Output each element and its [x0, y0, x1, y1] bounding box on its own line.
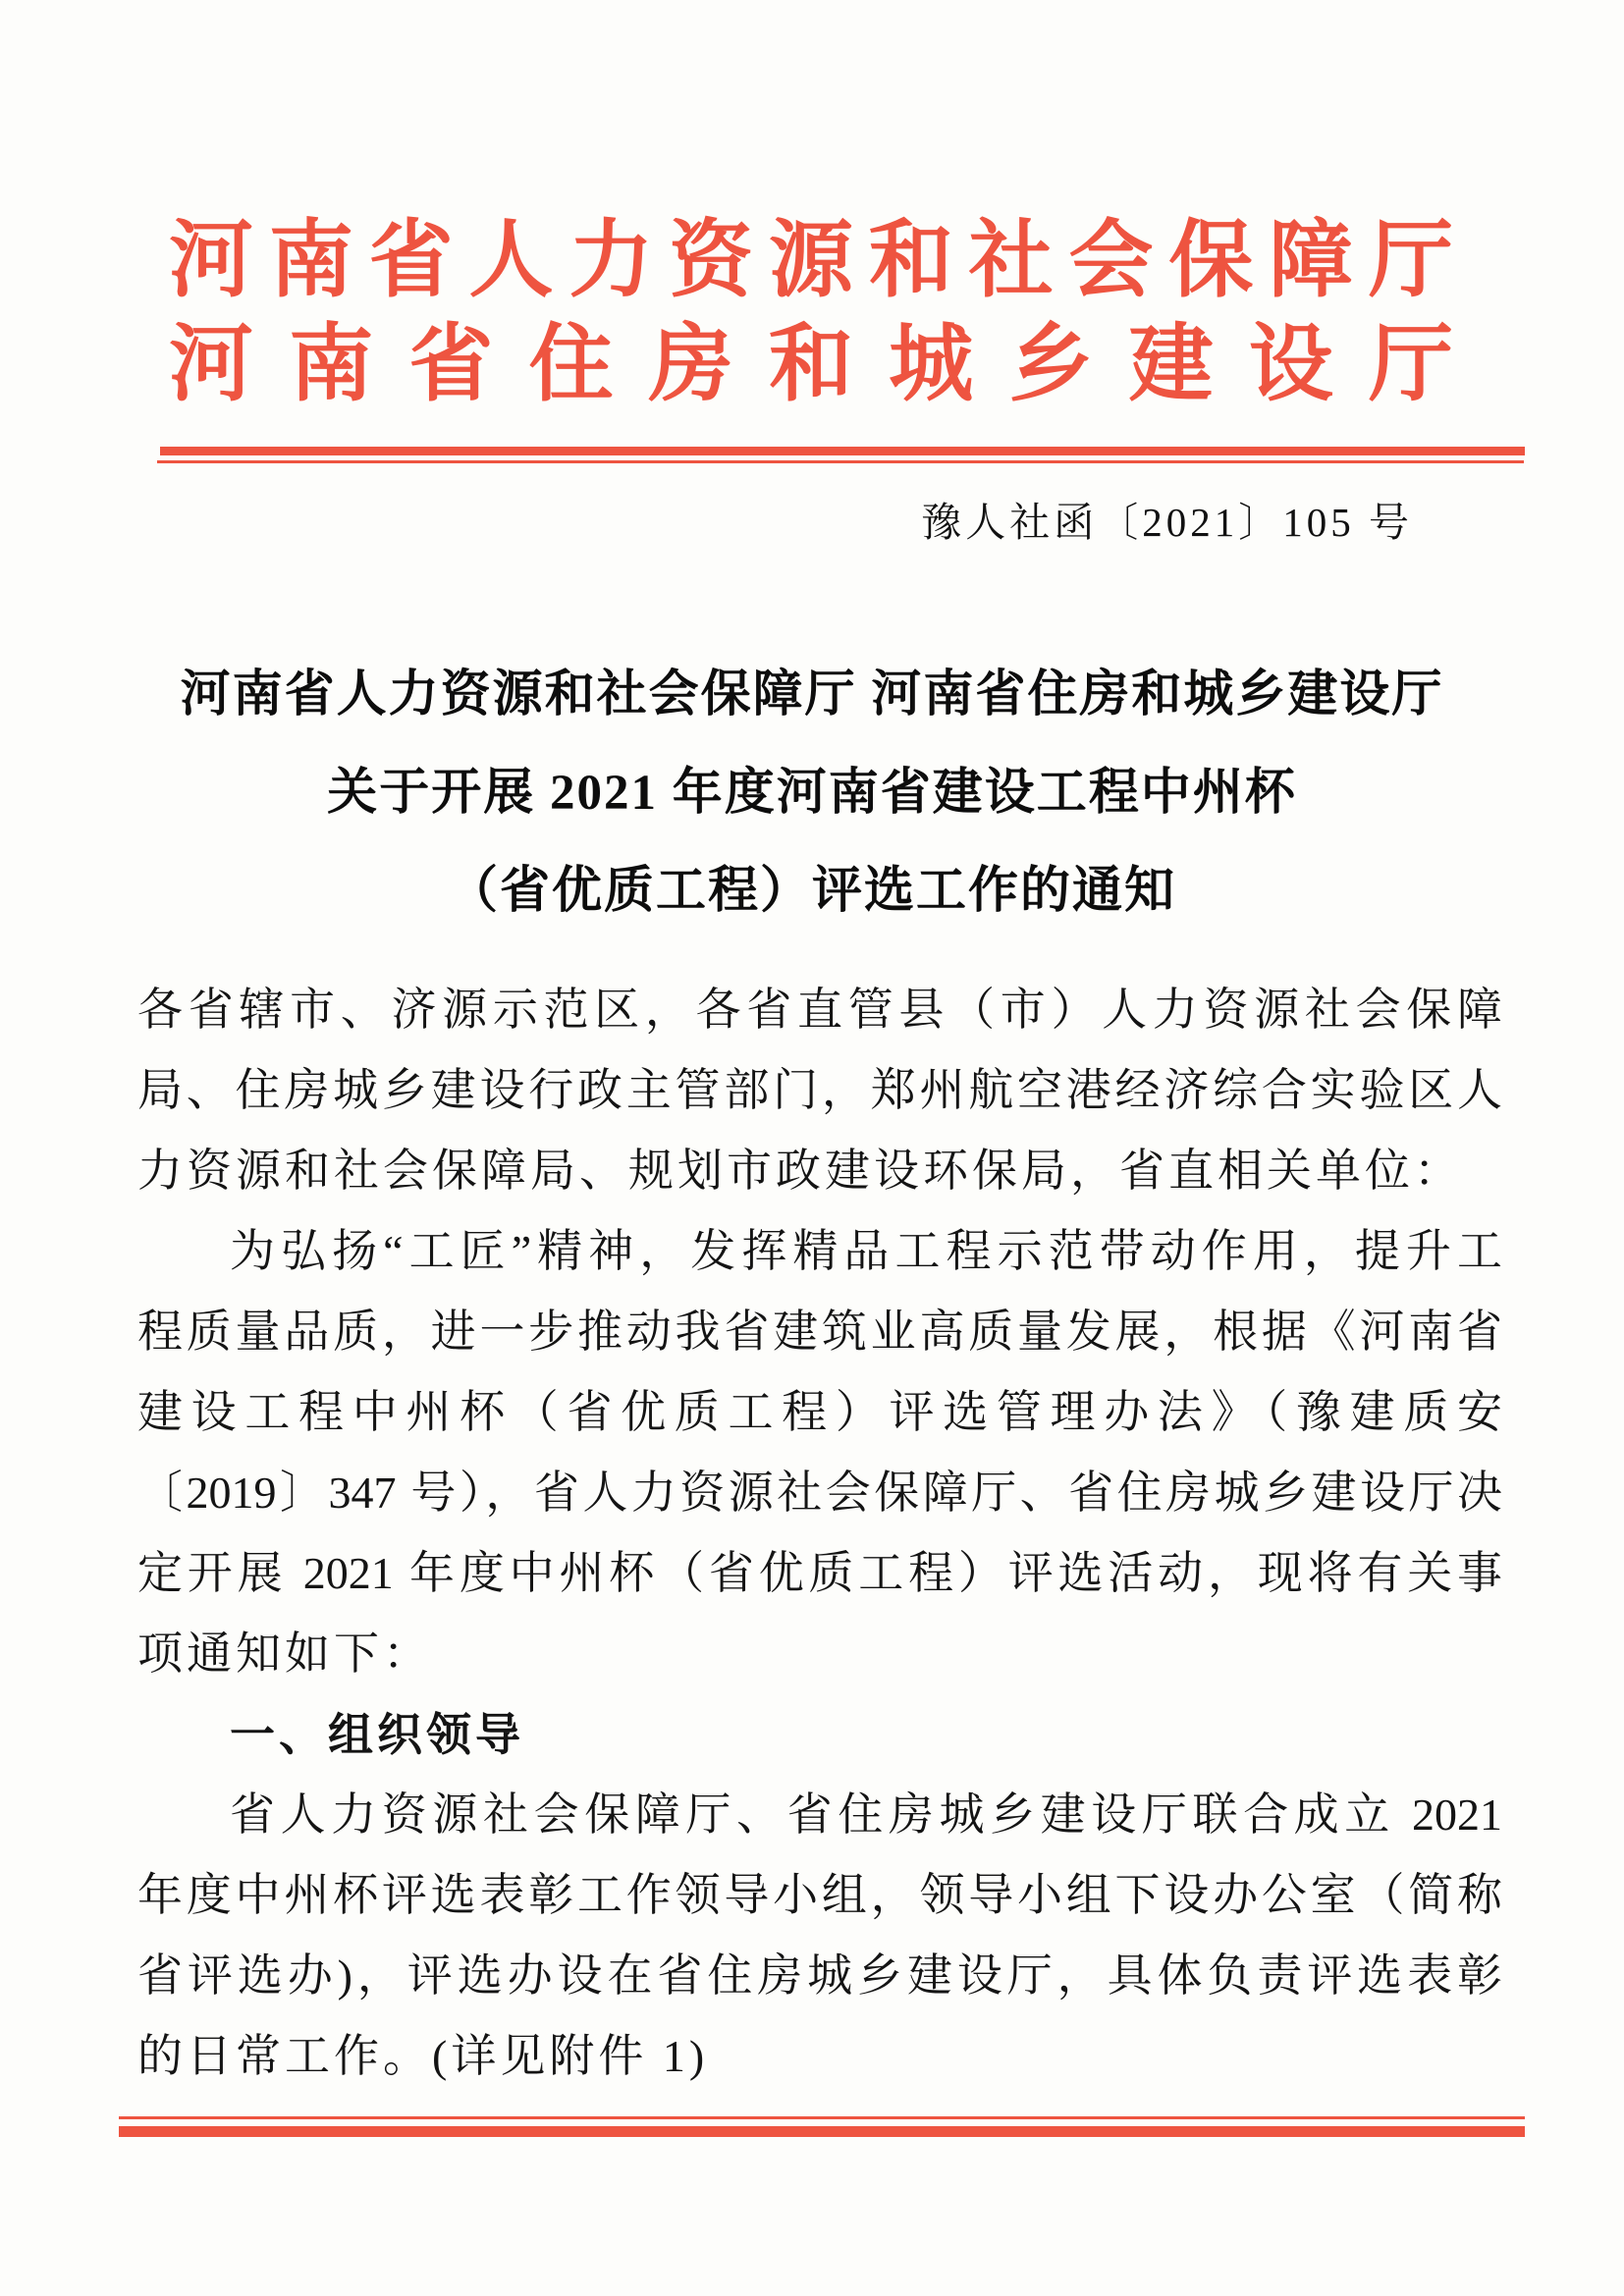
- body-line: 省评选办)，评选办设在省住房城乡建设厅，具体负责评选表彰: [137, 1950, 1502, 2001]
- section-heading-organization: 一、组织领导: [230, 1709, 524, 1760]
- title-line-1: 河南省人力资源和社会保障厅 河南省住房和城乡建设厅: [180, 667, 1444, 722]
- body-line: 年度中州杯评选表彰工作领导小组，领导小组下设办公室（简称: [137, 1870, 1502, 1920]
- letterhead: [169, 208, 1455, 416]
- notice-title: [130, 646, 1494, 940]
- letterhead-org-name-1: 河南省人力资源和社会保障厅: [169, 213, 1455, 307]
- body-line: 建设工程中州杯（省优质工程）评选管理办法》（豫建质安: [137, 1387, 1502, 1437]
- header-divider-thick: [160, 447, 1525, 455]
- body-line: 各省辖市、济源示范区，各省直管县（市）人力资源社会保障: [137, 985, 1502, 1035]
- title-line-2: 关于开展 2021 年度河南省建设工程中州杯: [327, 766, 1297, 821]
- body-line: 为弘扬“工匠”精神，发挥精品工程示范带动作用，提升工: [230, 1226, 1502, 1276]
- footer-divider-thick: [119, 2126, 1525, 2137]
- body-line: 的日常工作。(详见附件 1): [137, 2031, 709, 2081]
- letterhead-org-name-2: 河南省住房和城乡建设厅: [169, 317, 1455, 411]
- footer-divider-thin: [119, 2116, 1525, 2119]
- doc-number: 豫人社函〔2021〕105 号: [921, 500, 1413, 545]
- body-line: 定开展 2021 年度中州杯（省优质工程）评选活动，现将有关事: [137, 1548, 1502, 1598]
- body-line: 程质量品质，进一步推动我省建筑业高质量发展，根据《河南省: [137, 1307, 1502, 1357]
- notice-body: [137, 970, 1502, 2097]
- body-line: 力资源和社会保障局、规划市政建设环保局，省直相关单位：: [137, 1146, 1463, 1196]
- body-line: 项通知如下：: [137, 1629, 432, 1679]
- title-line-3: （省优质工程）评选工作的通知: [447, 864, 1176, 919]
- header-divider-thin: [157, 460, 1524, 463]
- body-line: 省人力资源社会保障厅、省住房城乡建设厅联合成立 2021: [230, 1789, 1502, 1840]
- body-line: 局、住房城乡建设行政主管部门，郑州航空港经济综合实验区人: [137, 1065, 1502, 1115]
- body-line: 〔2019〕347 号），省人力资源社会保障厅、省住房城乡建设厅决: [137, 1468, 1502, 1518]
